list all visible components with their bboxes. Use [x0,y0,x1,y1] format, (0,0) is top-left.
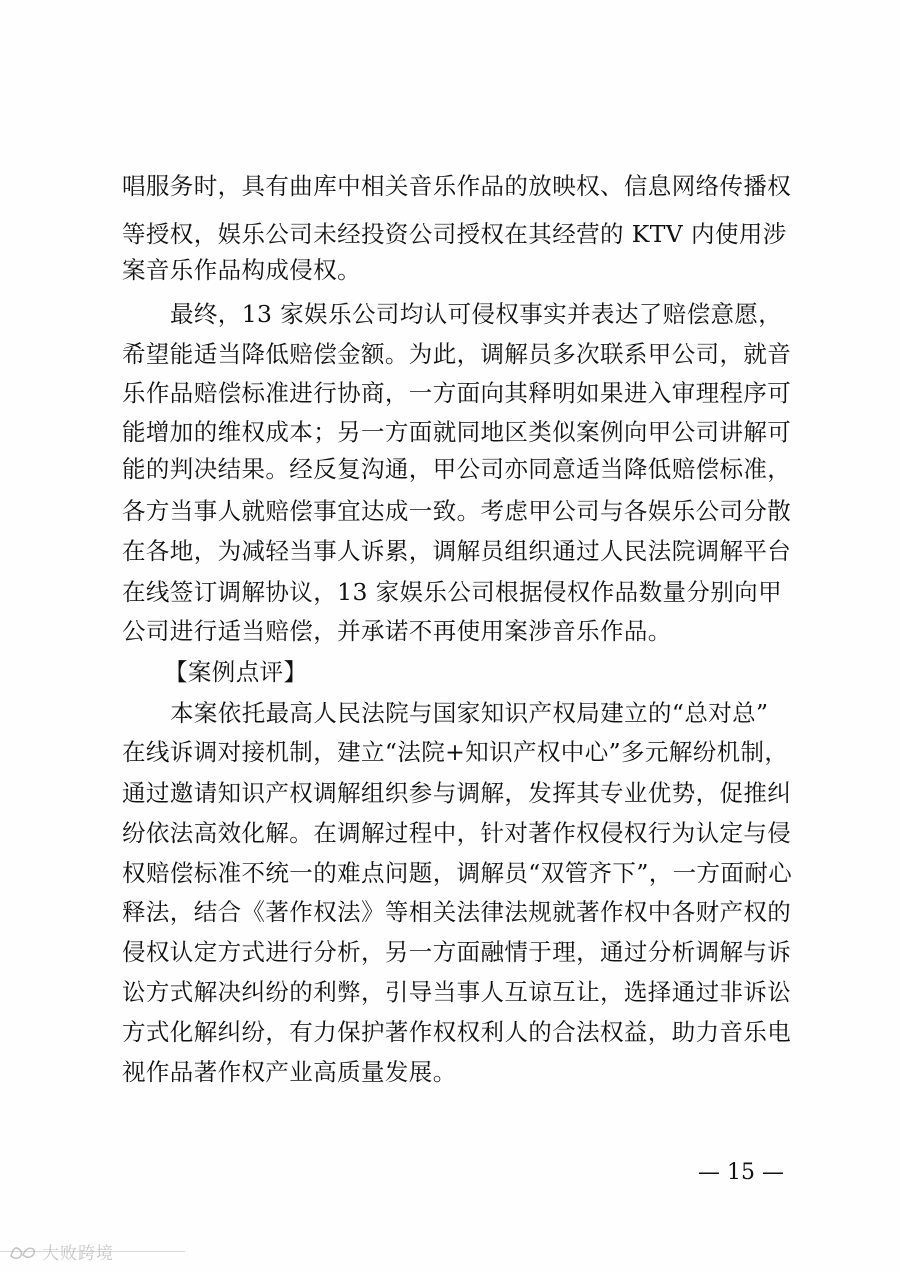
body-text-line: 各方当事人就赔偿事宜达成一致。考虑甲公司与各娱乐公司分散 [122,497,792,525]
body-text-line: 唱服务时，具有曲库中相关音乐作品的放映权、信息网络传播权 [122,172,792,200]
body-text-line: 通过邀请知识产权调解组织参与调解，发挥其专业优势，促推纠 [122,779,792,807]
paragraph-first-line: 本案依托最高人民法院与国家知识产权局建立的“总对总” [170,699,769,727]
body-text-line: 案音乐作品构成侵权。 [122,256,361,284]
body-text-line: 在各地，为减轻当事人诉累，调解员组织通过人民法院调解平台 [122,537,792,565]
body-text-line: 乐作品赔偿标准进行协商，一方面向其释明如果进入审理程序可 [122,379,792,407]
page-number: — 15 — [698,1160,784,1185]
body-text-line: 能的判决结果。经反复沟通，甲公司亦同意适当降低赔偿标准， [122,455,792,483]
section-heading: 【案例点评】 [164,658,308,686]
watermark [8,1238,114,1264]
body-text-line: 在线签订调解协议，13 家娱乐公司根据侵权作品数量分别向甲 [122,578,782,606]
body-text-line: 侵权认定方式进行分析，另一方面融情于理，通过分析调解与诉 [122,938,792,966]
body-text-line: 等授权，娱乐公司未经投资公司授权在其经营的 KTV 内使用涉 [122,220,787,248]
body-text-line: 方式化解纠纷，有力保护著作权权利人的合法权益，助力音乐电 [122,1018,792,1046]
watermark-text: 大败跨境 [42,1243,114,1264]
body-text-line: 讼方式解决纠纷的利弊，引导当事人互谅互让，选择通过非诉讼 [122,978,792,1006]
body-text-line: 在线诉调对接机制，建立“法院+知识产权中心”多元解纷机制， [122,738,789,766]
paragraph-first-line: 最终，13 家娱乐公司均认可侵权事实并表达了赔偿意愿， [170,300,783,328]
body-text-line: 希望能适当降低赔偿金额。为此，调解员多次联系甲公司，就音 [122,340,792,368]
body-text-line: 权赔偿标准不统一的难点问题，调解员“双管齐下”，一方面耐心 [122,859,793,887]
body-text-line: 能增加的维权成本；另一方面就同地区类似案例向甲公司讲解可 [122,418,792,446]
watermark-logo-icon [8,1241,38,1261]
body-text-line: 公司进行适当赔偿，并承诺不再使用案涉音乐作品。 [122,617,672,645]
body-text-line: 纷依法高效化解。在调解过程中，针对著作权侵权行为认定与侵 [122,819,792,847]
body-text-line: 释法，结合《著作权法》等相关法律法规就著作权中各财产权的 [122,898,792,926]
body-text-line: 视作品著作权产业高质量发展。 [122,1058,457,1086]
